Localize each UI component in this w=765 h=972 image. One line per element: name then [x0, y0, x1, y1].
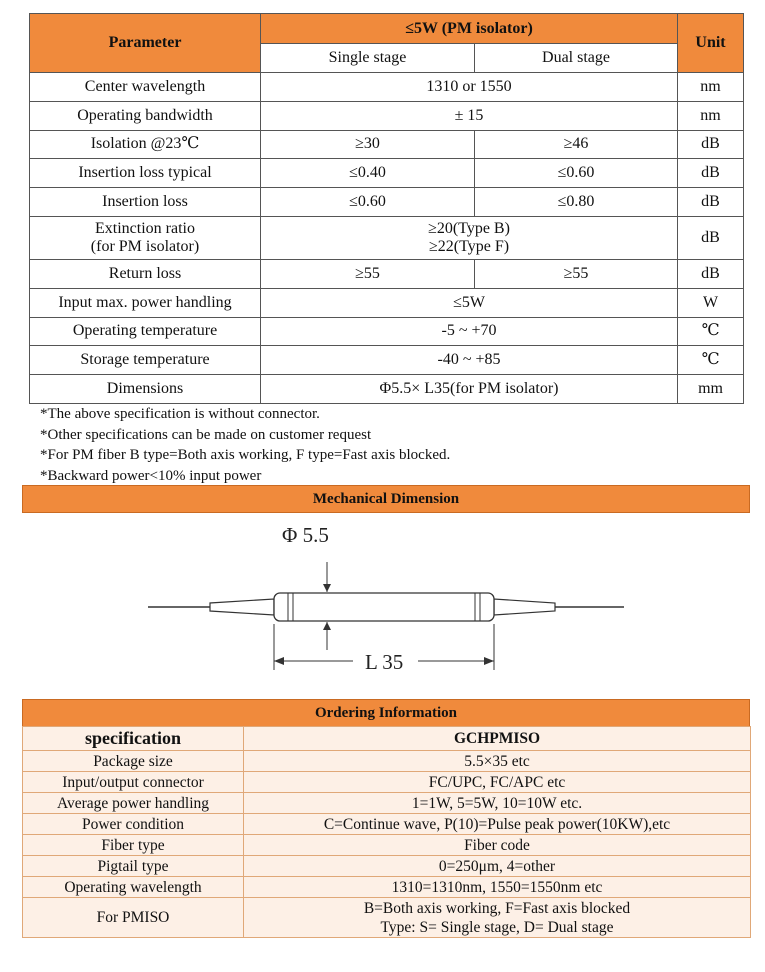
- spec-table: [29, 13, 744, 404]
- ordering-information-header: Ordering Information: [22, 699, 750, 727]
- table-row: [30, 101, 744, 130]
- note-line: *Other specifications can be made on customer request: [40, 426, 372, 443]
- order-value: 1310=1310nm, 1550=1550nm etc: [244, 877, 751, 898]
- order-value-line: B=Both axis working, F=Fast axis blocked: [363, 899, 631, 917]
- order-value: C=Continue wave, P(10)=Pulse peak power(10KW),etc: [244, 814, 751, 835]
- table-row: [23, 793, 751, 814]
- order-label: Fiber type: [23, 835, 244, 856]
- value-line: ≥22(Type F): [428, 237, 510, 255]
- param-cell: Dimensions: [30, 375, 261, 404]
- diameter-label: Φ 5.5: [282, 523, 329, 547]
- value-cell: [261, 216, 678, 259]
- order-label: Package size: [23, 751, 244, 772]
- unit-cell: nm: [678, 73, 744, 102]
- value-cell: Φ5.5× L35(for PM isolator): [261, 375, 678, 404]
- unit-cell: W: [678, 288, 744, 317]
- arrowhead: [484, 657, 494, 665]
- table-row: [30, 375, 744, 404]
- unit-cell: mm: [678, 375, 744, 404]
- table-row: [23, 751, 751, 772]
- dual-cell: ≥55: [475, 259, 678, 288]
- table-row: [23, 772, 751, 793]
- spec-notes: [40, 404, 450, 486]
- unit-cell: nm: [678, 101, 744, 130]
- value-cell: ± 15: [261, 101, 678, 130]
- param-cell: Insertion loss typical: [30, 159, 261, 188]
- value-cell: 1310 or 1550: [261, 73, 678, 102]
- dual-cell: ≤0.80: [475, 188, 678, 217]
- boot-left: [210, 599, 274, 615]
- param-cell: Storage temperature: [30, 346, 261, 375]
- single-cell: ≥55: [261, 259, 475, 288]
- table-row: [30, 130, 744, 159]
- dual-cell: ≤0.60: [475, 159, 678, 188]
- value-cell: ≤5W: [261, 288, 678, 317]
- table-row: [30, 73, 744, 102]
- table-row: [23, 814, 751, 835]
- header-single-stage: Single stage: [261, 44, 475, 73]
- param-line: (for PM isolator): [90, 237, 200, 255]
- header-unit: Unit: [678, 14, 744, 73]
- value-cell: -40 ~ +85: [261, 346, 678, 375]
- length-label: L 35: [365, 650, 404, 674]
- table-row: [30, 288, 744, 317]
- table-row: [23, 835, 751, 856]
- arrowhead: [323, 622, 331, 630]
- note-line: *Backward power<10% input power: [40, 467, 262, 484]
- table-row: [30, 259, 744, 288]
- table-row: [30, 216, 744, 259]
- param-cell: Insertion loss: [30, 188, 261, 217]
- single-cell: ≤0.40: [261, 159, 475, 188]
- param-cell: Operating temperature: [30, 317, 261, 346]
- order-value: 0=250μm, 4=other: [244, 856, 751, 877]
- isolator-drawing: [140, 518, 630, 683]
- isolator-body: [274, 593, 494, 621]
- specification-head: specification: [23, 727, 244, 751]
- table-row: [30, 188, 744, 217]
- note-line: *For PM fiber B type=Both axis working, F type=Fast axis blocked.: [40, 447, 451, 463]
- table-row: [30, 346, 744, 375]
- order-label: Power condition: [23, 814, 244, 835]
- order-label: Operating wavelength: [23, 877, 244, 898]
- arrowhead: [274, 657, 284, 665]
- table-row: [23, 898, 751, 938]
- table-row: [30, 159, 744, 188]
- order-label: Input/output connector: [23, 772, 244, 793]
- note-line: *The above specification is without connector.: [40, 406, 320, 422]
- product-code: GCHPMISO: [244, 727, 751, 751]
- unit-cell: dB: [678, 130, 744, 159]
- order-value: Fiber code: [244, 835, 751, 856]
- boot-right: [494, 599, 555, 615]
- header-parameter: Parameter: [30, 14, 261, 73]
- mechanical-dimension-header: Mechanical Dimension: [22, 485, 750, 513]
- table-row: [23, 877, 751, 898]
- unit-cell: ℃: [678, 317, 744, 346]
- table-row: [30, 317, 744, 346]
- single-cell: ≤0.60: [261, 188, 475, 217]
- order-value: FC/UPC, FC/APC etc: [244, 772, 751, 793]
- order-label: Pigtail type: [23, 856, 244, 877]
- param-line: Extinction ratio: [95, 219, 195, 237]
- unit-cell: dB: [678, 259, 744, 288]
- param-cell: Return loss: [30, 259, 261, 288]
- order-label: Average power handling: [23, 793, 244, 814]
- dual-cell: ≥46: [475, 130, 678, 159]
- order-value-line: Type: S= Single stage, D= Dual stage: [380, 918, 614, 936]
- arrowhead: [323, 584, 331, 592]
- header-dual-stage: Dual stage: [475, 44, 678, 73]
- single-cell: ≥30: [261, 130, 475, 159]
- order-label: For PMISO: [23, 898, 244, 938]
- unit-cell: dB: [678, 159, 744, 188]
- table-row: [23, 856, 751, 877]
- value-line: ≥20(Type B): [428, 219, 510, 237]
- unit-cell: dB: [678, 188, 744, 217]
- param-cell: [30, 216, 261, 259]
- order-value: [244, 898, 751, 938]
- param-cell: Center wavelength: [30, 73, 261, 102]
- ordering-table: [22, 726, 751, 938]
- unit-cell: dB: [678, 216, 744, 259]
- value-cell: -5 ~ +70: [261, 317, 678, 346]
- param-cell: Operating bandwidth: [30, 101, 261, 130]
- param-cell: Isolation @23℃: [30, 130, 261, 159]
- table-row: [23, 727, 751, 751]
- order-value: 5.5×35 etc: [244, 751, 751, 772]
- param-cell: Input max. power handling: [30, 288, 261, 317]
- order-value: 1=1W, 5=5W, 10=10W etc.: [244, 793, 751, 814]
- unit-cell: ℃: [678, 346, 744, 375]
- header-group: ≤5W (PM isolator): [261, 14, 678, 44]
